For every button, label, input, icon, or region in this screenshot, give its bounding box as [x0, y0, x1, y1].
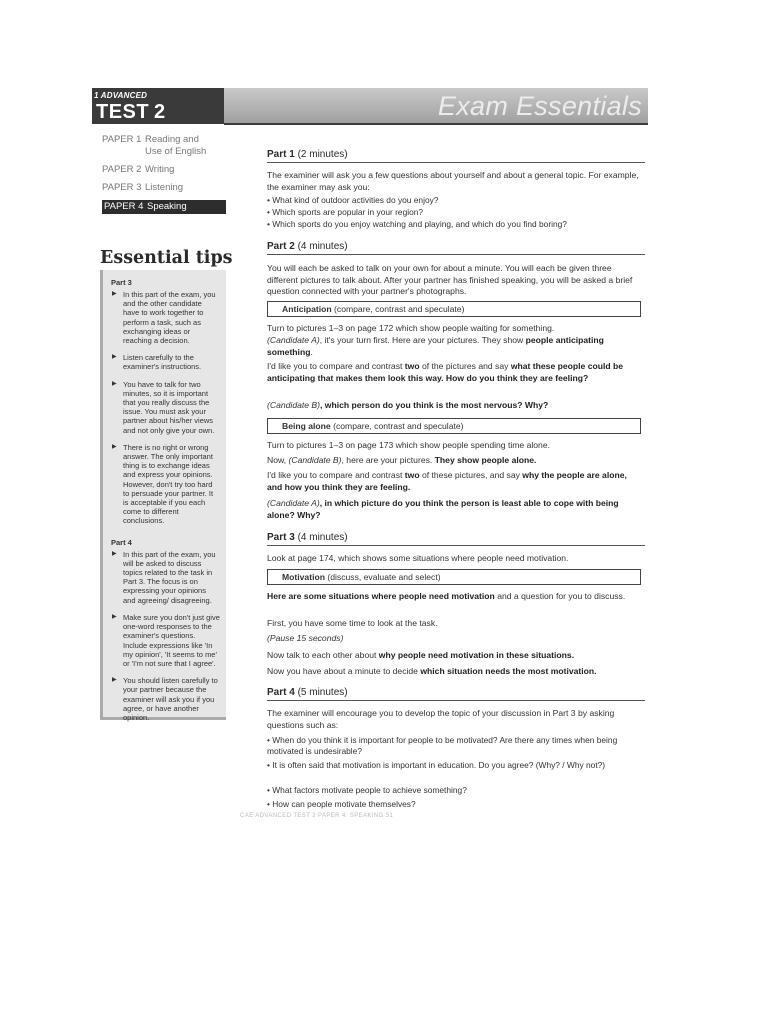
part2-text — [267, 400, 643, 412]
text-run: Now, — [267, 455, 289, 465]
part2-title: Part 2 — [267, 241, 295, 252]
tip-arrow-icon: ▶ — [112, 354, 117, 361]
candidate-label: (Candidate A) — [267, 335, 320, 345]
test-label-block — [92, 88, 224, 124]
menu-item-number: PAPER 2 — [102, 164, 142, 175]
menu-item-number: PAPER 4 — [104, 201, 144, 212]
text-run: of the pictures and say — [419, 361, 511, 371]
text-bold: why the people are alone, and how you think they are feeling. — [267, 470, 627, 492]
tip-arrow-icon: ▶ — [112, 613, 117, 620]
test-word: TEST — [96, 101, 150, 123]
menu-item-number: PAPER 1 — [102, 134, 142, 145]
menu-item-label: Writing — [145, 164, 175, 175]
tip-item — [111, 290, 220, 345]
part1-question: • Which sports do you enjoy watching and playing, and which do you find boring? — [267, 219, 567, 229]
text-run: of these pictures, and say — [419, 470, 523, 480]
tip-item — [111, 443, 220, 526]
tip-text: You should listen carefully to your partner because the examiner will ask you if you agree, or have another opinion. — [123, 676, 218, 722]
tip-item — [111, 613, 220, 668]
candidate-label: (Candidate B) — [267, 400, 321, 410]
text-bold: , in which picture do you think the person is least able to cope with being alone? Why? — [267, 498, 619, 520]
part2-text: Turn to pictures 1–3 on page 173 which show people spending time alone. — [267, 440, 550, 450]
text-run: I'd like you to compare and contrast — [267, 470, 405, 480]
tip-arrow-icon: ▶ — [112, 443, 117, 450]
part4-question: • It is often said that motivation is important in education. Do you agree? (Why? / Why not?) — [267, 760, 606, 770]
text-bold: people anticipating something — [267, 335, 604, 357]
menu-item-paper4-active[interactable] — [102, 200, 226, 214]
part4-intro: The examiner will encourage you to develop the topic of your discussion in Part 3 by asking questions such as: — [267, 708, 615, 730]
topic-title: Being alone — [282, 421, 331, 431]
header-band — [92, 88, 648, 124]
tip-item — [111, 353, 220, 371]
menu-item-paper3[interactable] — [102, 182, 226, 194]
part1-intro: The examiner will ask you a few questions about yourself and about a general topic. For example, the examiner may ask you: — [267, 170, 639, 192]
menu-item-label: Reading and — [145, 134, 199, 145]
tips-title: Essential tips — [100, 248, 233, 268]
text-run: Now you have about a minute to decide — [267, 666, 421, 676]
topic-box-anticipation — [267, 301, 641, 317]
text-run: I'd like you to compare and contrast — [267, 361, 405, 371]
part1-question: • Which sports are popular in your region? — [267, 207, 424, 217]
tip-text: There is no right or wrong answer. The only important thing is to exchange ideas and express your opinions. However, don't try too hard to persuade your partner. It is acceptable if you each come to different conclusions. — [123, 442, 214, 526]
text-run: and a question for you to discuss. — [494, 591, 626, 601]
part4-title: Part 4 — [267, 687, 295, 698]
text-bold: , which person do you think is the most nervous? Why? — [320, 400, 549, 410]
topic-box-being-alone — [267, 418, 641, 434]
topic-box-motivation — [267, 569, 641, 585]
menu-item-paper1[interactable] — [102, 134, 226, 158]
tip-text: Listen carefully to the examiner's instructions. — [123, 353, 202, 372]
part1-question: • What kind of outdoor activities do you enjoy? — [267, 195, 439, 205]
tip-item — [111, 550, 220, 605]
part2-text — [267, 361, 643, 384]
candidate-label: (Candidate B) — [288, 455, 342, 465]
tips-part3-heading: Part 3 — [111, 278, 132, 287]
test-number: 2 — [154, 101, 166, 123]
part2-text: Turn to pictures 1–3 on page 172 which show people waiting for something. — [267, 323, 555, 333]
part4-heading — [267, 687, 645, 701]
topic-instruction: (compare, contrast and speculate) — [331, 304, 465, 314]
text-bold: why people need motivation in these situations. — [378, 650, 575, 660]
menu-item-label: Listening — [145, 182, 184, 193]
tips-box — [100, 270, 226, 720]
text-italic: (Pause 15 seconds) — [267, 633, 344, 643]
page-footer: CAE ADVANCED TEST 2 PAPER 4: SPEAKING 51 — [240, 813, 394, 819]
menu-item-number: PAPER 3 — [102, 182, 142, 193]
exam-page — [92, 88, 648, 823]
topic-title: Anticipation — [282, 304, 332, 314]
tip-text: Make sure you don't just give one-word responses to the examiner's questions. Include expressions like 'In my opinion', 'It seems to me' or 'I'm not sure that I agree'. — [123, 612, 220, 668]
candidate-label: (Candidate A) — [267, 498, 320, 508]
tip-item — [111, 676, 220, 722]
part2-text — [267, 455, 643, 467]
tip-arrow-icon: ▶ — [112, 380, 117, 387]
text-bold: Here are some situations where people need motivation — [267, 591, 495, 601]
part1-heading — [267, 149, 645, 163]
part1-duration: (2 minutes) — [297, 149, 348, 160]
tips-part4-heading: Part 4 — [111, 537, 132, 547]
tip-item — [111, 380, 220, 435]
text-run: . — [310, 346, 313, 357]
part2-text — [267, 470, 643, 493]
part4-question: • What factors motivate people to achieve something? — [267, 785, 467, 795]
paper-menu — [102, 134, 226, 220]
part3-text: First, you have some time to look at the task. — [267, 618, 438, 628]
topic-instruction: (compare, contrast and speculate) — [330, 421, 464, 431]
text-bold: They show people alone. — [434, 455, 537, 465]
brand-title: Exam Essentials — [437, 91, 642, 121]
part3-pause — [267, 633, 643, 645]
part4-duration: (5 minutes) — [297, 687, 348, 698]
series-label: 1 ADVANCED — [94, 91, 148, 100]
part3-duration: (4 minutes) — [297, 532, 348, 543]
part3-intro: Look at page 174, which shows some situations where people need motivation. — [267, 553, 569, 563]
part3-title: Part 3 — [267, 532, 295, 543]
tip-text: You have to talk for two minutes, so it is important that you really discuss the issue. You must ask your partner about his/her views and not only give your own. — [123, 379, 215, 435]
part4-question: • How can people motivate themselves? — [267, 799, 416, 809]
tip-arrow-icon: ▶ — [112, 550, 117, 557]
part3-heading — [267, 532, 645, 546]
text-run: , it's your turn first. Here are your pictures. They show — [319, 335, 526, 345]
text-run: , here are your pictures. — [341, 455, 435, 465]
menu-item-label-cont: Use of English — [145, 146, 207, 157]
part2-text — [267, 335, 643, 358]
tip-text: In this part of the exam, you will be asked to discuss topics related to the task in Part 3. The focus is on expressing your opinions and agreeing/ disagreeing. — [123, 549, 216, 605]
part3-text — [267, 591, 643, 603]
topic-title: Motivation — [282, 572, 325, 582]
part1-title: Part 1 — [267, 149, 295, 160]
tip-arrow-icon: ▶ — [112, 677, 117, 684]
text-bold: what these people could be anticipating that makes them look this way. How do you think they are feeling? — [267, 361, 624, 383]
part3-text — [267, 650, 643, 662]
text-bold: which situation needs the most motivation. — [420, 666, 597, 676]
part4-question: • When do you think it is important for people to be motivated? Are there any times when being motivated is undesirable? — [267, 735, 618, 756]
text-run: Now talk to each other about — [267, 650, 379, 660]
part2-duration: (4 minutes) — [297, 241, 348, 252]
topic-instruction: (discuss, evaluate and select) — [324, 572, 441, 582]
tip-arrow-icon: ▶ — [112, 291, 117, 297]
tip-text: In this part of the exam, you and the other candidate have to work together to perform a task, such as exchanging ideas or reaching a decision. — [123, 290, 216, 346]
header-rule — [224, 123, 648, 125]
text-bold: two — [404, 470, 420, 480]
text-bold: two — [404, 361, 420, 371]
part2-heading — [267, 241, 645, 255]
part3-text — [267, 666, 643, 678]
part2-text — [267, 498, 643, 521]
menu-item-label: Speaking — [147, 201, 187, 212]
menu-item-paper2[interactable] — [102, 164, 226, 176]
part2-intro: You will each be asked to talk on your own for about a minute. You will each be given three different pictures to talk about. After your partner has finished speaking, you will be asked a brief question connected with your partner's photographs. — [267, 263, 633, 296]
